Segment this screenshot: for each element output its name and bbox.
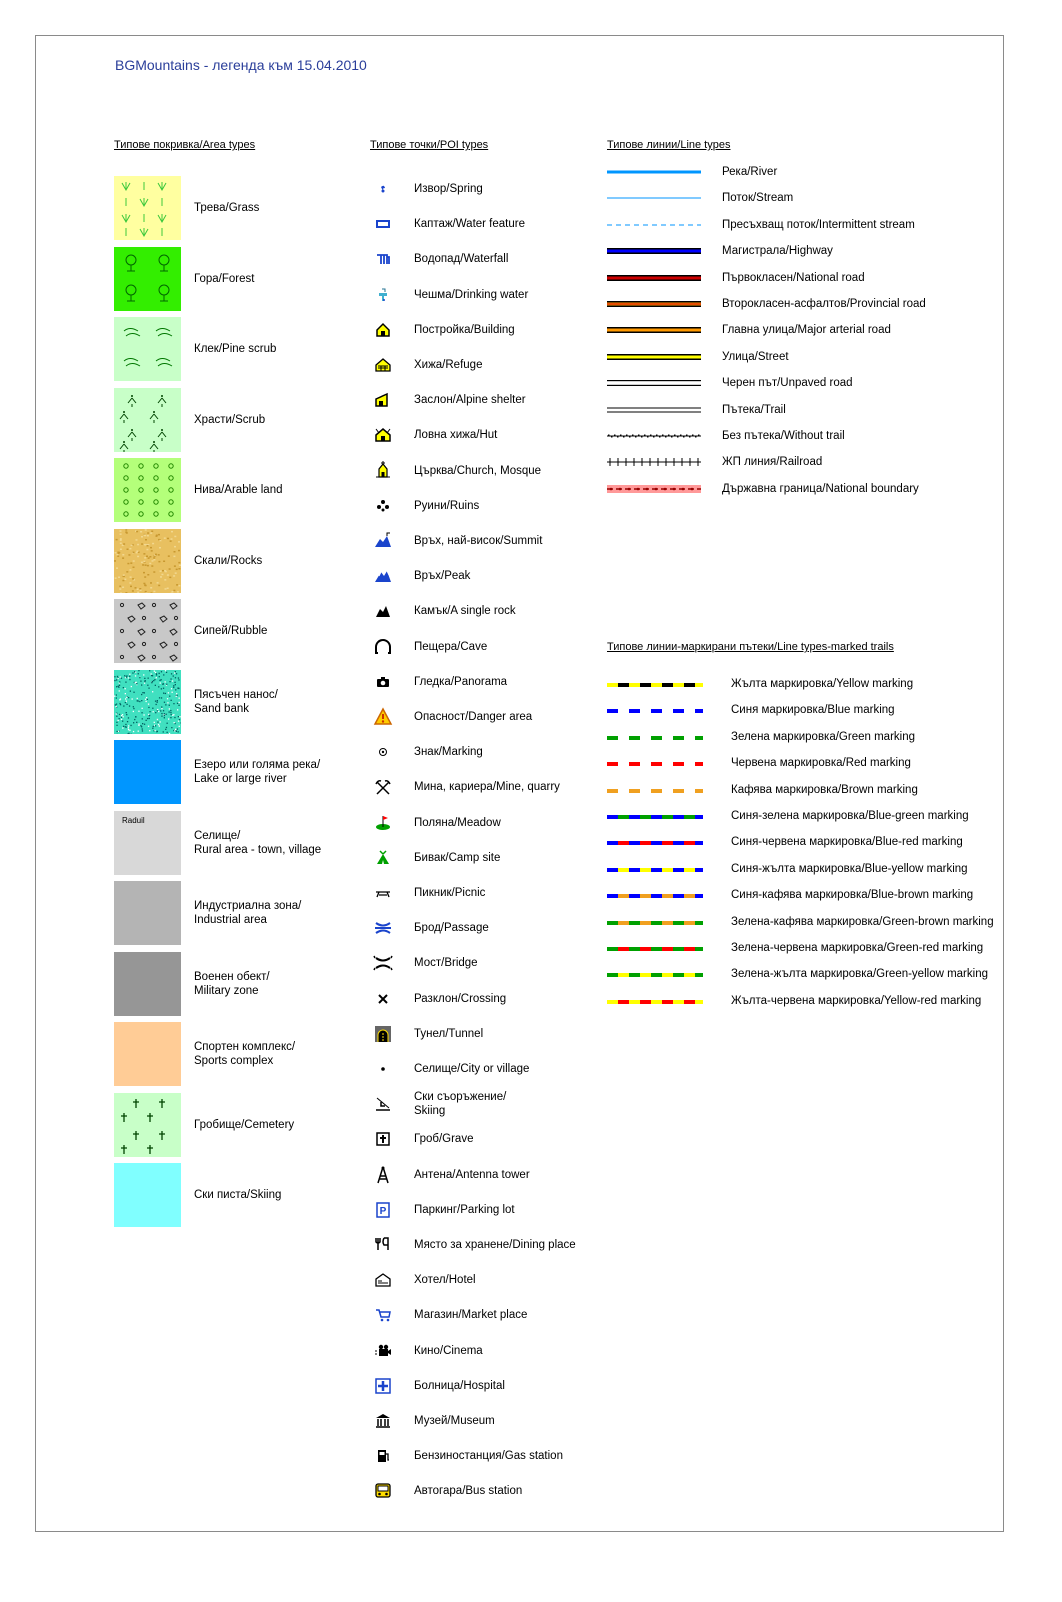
unpaved-road-line-sample [607, 376, 701, 390]
national-road-label: Първокласен/National road [722, 271, 865, 284]
arable-land-swatch [114, 458, 181, 522]
meadow-label [414, 816, 501, 830]
peak-label [414, 569, 470, 583]
trail-marking-sample [607, 812, 703, 822]
major-arterial-road-label: Главна улица/Major arterial road [722, 324, 891, 337]
museum-icon [373, 1411, 393, 1431]
poi-label-line: Тунел/Tunnel [414, 1027, 484, 1040]
poi-label-line: Автогара/Bus station [414, 1485, 523, 1498]
area-label-line: Трева/Grass [194, 202, 260, 214]
cave-icon [373, 637, 393, 657]
crossing-label [414, 992, 506, 1006]
water-feature-icon [373, 214, 393, 234]
intermittent-stream-line-sample [607, 218, 701, 232]
area-label-line: Скали/Rocks [194, 554, 263, 567]
trail-line-sample [607, 403, 701, 417]
national-road-line-sample [607, 271, 701, 285]
stream-line-sample [607, 191, 701, 205]
bus-icon [373, 1481, 393, 1501]
hut-label [414, 428, 497, 442]
camera-icon [373, 672, 393, 692]
skiing-swatch [114, 1163, 181, 1227]
hut-icon [373, 425, 393, 445]
grass-swatch [114, 176, 181, 240]
summit-icon [373, 531, 393, 551]
rubble-label [194, 624, 267, 638]
cave-label [414, 640, 487, 654]
rural-area-label [194, 829, 321, 857]
water-feature-label [414, 217, 525, 231]
tunnel-label [414, 1027, 483, 1041]
unpaved-road-label: Черен път/Unpaved road [722, 377, 853, 390]
camp-icon [373, 848, 393, 868]
grass-label [194, 201, 259, 215]
drinking-water-icon [373, 285, 393, 305]
poi-label-line: Мост/Bridge [414, 957, 478, 970]
street-label: Улица/Street [722, 350, 789, 363]
poi-label-line: Разклон/Crossing [414, 992, 507, 1005]
poi-label-line: Хижа/Refuge [414, 359, 483, 371]
area-label-line: Селище/ [194, 829, 241, 842]
provincial-road-line-sample [607, 297, 701, 311]
major-arterial-road-line-sample [607, 323, 701, 337]
area-label-line: Sports complex [194, 1055, 274, 1067]
area-label-line: Гробище/Cemetery [194, 1118, 295, 1131]
poi-label-line: Чешма/Drinking water [414, 288, 529, 301]
trail-marking-label: Зелена-кафява маркировка/Green-brown marking [731, 915, 994, 928]
picnic-icon [373, 883, 393, 903]
poi-label-line: Църква/Church, Mosque [414, 464, 542, 477]
trail-marking-sample [607, 759, 703, 769]
refuge-label [414, 358, 482, 372]
industrial-area-swatch [114, 881, 181, 945]
poi-label-line: Извор/Spring [414, 183, 483, 195]
trail-marking-label: Жълта-червена маркировка/Yellow-red marking [731, 994, 982, 1007]
poi-label-line: Ловна хижа/Hut [414, 429, 498, 442]
poi-label-line: Пикник/Picnic [414, 887, 486, 899]
rocks-label [194, 554, 262, 568]
line-types-header: Типове линии/Line types [607, 139, 731, 151]
trail-marking-sample [607, 918, 703, 928]
forest-swatch [114, 247, 181, 311]
mine-icon [373, 777, 393, 797]
rubble-swatch [114, 599, 181, 663]
poi-label-line: Паркинг/Parking lot [414, 1203, 515, 1216]
area-label-line: Ски писта/Skiing [194, 1189, 282, 1201]
building-label [414, 323, 515, 337]
poi-label-line: Заслон/Alpine shelter [414, 394, 526, 407]
rock-label [414, 604, 516, 618]
scrub-label [194, 413, 265, 427]
skiing-label [194, 1188, 281, 1202]
area-label-line: Гора/Forest [194, 272, 255, 285]
poi-label-line: Водопад/Waterfall [414, 253, 509, 266]
poi-label-line: Руини/Ruins [414, 499, 480, 512]
page-title: BGMountains - легенда към 15.04.2010 [115, 57, 367, 73]
trail-marking-sample [607, 891, 703, 901]
poi-label-line: Връх/Peak [414, 570, 471, 583]
rural-area-swatch [114, 811, 181, 875]
antenna-label [414, 1168, 530, 1182]
pine-scrub-label [194, 342, 276, 356]
area-label-line: Индустриална зона/ [194, 900, 302, 912]
poi-label-line: Каптаж/Water feature [414, 218, 525, 231]
trail-marking-sample [607, 680, 703, 690]
trail-marking-sample [607, 997, 703, 1007]
trail-marking-sample [607, 786, 703, 796]
trail-marking-label: Синя маркировка/Blue marking [731, 704, 895, 717]
area-label-line: Пясъчен нанос/ [194, 688, 278, 701]
poi-label-line: Пещера/Cave [414, 640, 488, 653]
building-icon [373, 320, 393, 340]
poi-label-line: Ски съоръжение/ [414, 1091, 507, 1104]
trail-marking-label: Зелена-червена маркировка/Green-red marking [731, 942, 984, 954]
dining-label [414, 1238, 576, 1252]
area-label-line: Industrial area [194, 914, 267, 926]
hotel-label [414, 1273, 476, 1287]
bridge-label [414, 956, 478, 970]
bus-label [414, 1484, 522, 1498]
church-label [414, 464, 541, 478]
summit-label [414, 534, 542, 548]
scrub-swatch [114, 388, 181, 452]
drinking-water-label [414, 288, 528, 302]
industrial-area-label [194, 899, 301, 927]
spring-icon [373, 179, 393, 199]
river-line-sample [607, 165, 701, 179]
rocks-swatch [114, 529, 181, 593]
trail-marking-sample [607, 733, 703, 743]
trail-label: Пътека/Trail [722, 403, 786, 416]
highway-label: Магистрала/Highway [722, 245, 833, 258]
grave-icon [373, 1129, 393, 1149]
area-label-line: Спортен комплекс/ [194, 1041, 296, 1053]
poi-label-line: Болница/Hospital [414, 1379, 505, 1392]
trail-marking-label: Кафява маркировка/Brown marking [731, 783, 918, 796]
intermittent-stream-label: Пресъхващ поток/Intermittent stream [722, 218, 915, 231]
city-dot-label [414, 1062, 529, 1076]
poi-label-line: Постройка/Building [414, 323, 515, 336]
poi-label-line: Бензиностанция/Gas station [414, 1450, 563, 1463]
military-zone-label [194, 970, 270, 998]
railroad-label: ЖП линия/Railroad [722, 456, 823, 469]
area-label-line: Нива/Arable land [194, 484, 283, 496]
poi-label-line: Знак/Marking [414, 746, 483, 759]
dining-icon [373, 1235, 393, 1255]
poi-label-line: Брод/Passage [414, 922, 489, 935]
waterfall-icon [373, 249, 393, 269]
poi-label-line: Поляна/Meadow [414, 816, 501, 829]
passage-icon [373, 918, 393, 938]
trail-marking-sample [607, 970, 703, 980]
crossing-icon [373, 989, 393, 1009]
without-trail-label: Без пътека/Without trail [722, 430, 845, 442]
pine-scrub-swatch [114, 317, 181, 381]
trail-marking-label: Синя-жълта маркировка/Blue-yellow marking [731, 862, 968, 875]
poi-label-line: Връх, най-висок/Summit [414, 535, 543, 547]
cinema-icon [373, 1341, 393, 1361]
area-label-line: Military zone [194, 984, 259, 997]
sand-bank-label [194, 688, 278, 716]
parking-label [414, 1203, 515, 1217]
hospital-label [414, 1379, 505, 1393]
railroad-line-sample [607, 455, 701, 469]
parking-icon [373, 1200, 393, 1220]
trail-marking-label: Червена маркировка/Red marking [731, 757, 911, 770]
poi-label-line: Музей/Museum [414, 1415, 495, 1427]
alpine-shelter-label [414, 393, 526, 407]
passage-label [414, 921, 489, 935]
poi-label-line: Опасност/Danger area [414, 711, 533, 723]
tunnel-icon [373, 1024, 393, 1044]
area-label-line: Rural area - town, village [194, 843, 322, 856]
svg-text:P: P [379, 1205, 387, 1217]
hospital-icon [373, 1376, 393, 1396]
cemetery-label [194, 1118, 294, 1132]
marking-icon [373, 742, 393, 762]
sports-complex-swatch [114, 1022, 181, 1086]
rock-icon [373, 601, 393, 621]
trail-marking-label: Зелена-жълта маркировка/Green-yellow marking [731, 968, 988, 981]
poi-types-header: Типове точки/POI types [370, 139, 489, 151]
city-dot-icon [373, 1059, 393, 1079]
without-trail-line-sample [607, 429, 701, 443]
poi-label-line: Мина, кариера/Mine, quarry [414, 781, 560, 794]
marked-trails-header: Типове линии-маркирани пътеки/Line types-marked trails [607, 641, 894, 653]
sand-bank-swatch [114, 670, 181, 734]
poi-label-line: Антена/Antenna tower [414, 1168, 530, 1181]
area-label-line: Lake or large river [194, 773, 287, 785]
area-label-line: Клек/Pine scrub [194, 343, 277, 355]
danger-icon [373, 707, 393, 727]
trail-marking-sample [607, 944, 703, 954]
ruins-label [414, 499, 479, 513]
cinema-label [414, 1344, 483, 1358]
refuge-icon [373, 355, 393, 375]
camera-label [414, 675, 507, 689]
gas-station-icon [373, 1446, 393, 1466]
area-label-line: Храсти/Scrub [194, 413, 266, 426]
poi-label-line: Камък/A single rock [414, 605, 516, 618]
trail-marking-sample [607, 865, 703, 875]
trail-marking-label: Синя-зелена маркировка/Blue-green marking [731, 810, 969, 822]
antenna-icon [373, 1165, 393, 1185]
trail-marking-label: Синя-кафява маркировка/Blue-brown marking [731, 889, 974, 902]
river-label: Река/River [722, 166, 778, 178]
lake-swatch [114, 740, 181, 804]
gas-station-label [414, 1449, 563, 1463]
national-boundary-line-sample [607, 482, 701, 496]
highway-line-sample [607, 244, 701, 258]
forest-label [194, 272, 254, 286]
poi-label-line: Селище/City or village [414, 1063, 530, 1075]
mine-label [414, 780, 560, 794]
area-label-line: Военен обект/ [194, 970, 270, 983]
poi-label-line: Гледка/Panorama [414, 675, 508, 688]
provincial-road-label: Второкласен-асфалтов/Provincial road [722, 298, 926, 310]
grave-label [414, 1132, 473, 1146]
military-zone-swatch [114, 952, 181, 1016]
ski-lift-icon [373, 1094, 393, 1114]
rural-area-sample-label: Raduil [122, 815, 145, 825]
poi-label-line: Място за хранене/Dining place [414, 1239, 576, 1251]
stream-label: Поток/Stream [722, 192, 794, 205]
waterfall-label [414, 252, 508, 266]
danger-label [414, 710, 532, 724]
poi-label-line: Бивак/Camp site [414, 851, 501, 864]
cemetery-swatch [114, 1093, 181, 1157]
area-types-header: Типове покривка/Area types [114, 139, 256, 151]
trail-marking-label: Зелена маркировка/Green marking [731, 730, 915, 743]
alpine-shelter-icon [373, 390, 393, 410]
ruins-icon [373, 496, 393, 516]
poi-label-line: Хотел/Hotel [414, 1274, 476, 1287]
poi-label-line: Кино/Cinema [414, 1344, 483, 1357]
market-label [414, 1308, 527, 1322]
church-icon [373, 461, 393, 481]
poi-label-line: Магазин/Market place [414, 1309, 528, 1322]
area-label-line: Sand bank [194, 702, 249, 715]
arable-land-label [194, 483, 282, 497]
national-boundary-label: Държавна граница/National boundary [722, 482, 919, 495]
trail-marking-label: Синя-червена маркировка/Blue-red marking [731, 836, 963, 849]
trail-marking-sample [607, 706, 703, 716]
museum-label [414, 1414, 495, 1428]
hotel-icon [373, 1270, 393, 1290]
poi-label-line: Гроб/Grave [414, 1133, 474, 1146]
trail-marking-label: Жълта маркировка/Yellow marking [731, 678, 914, 690]
spring-label [414, 182, 483, 196]
peak-icon [373, 566, 393, 586]
ski-lift-label [414, 1090, 506, 1118]
trail-marking-sample [607, 838, 703, 848]
bridge-icon [373, 953, 393, 973]
poi-label-line: Skiing [414, 1105, 446, 1118]
picnic-label [414, 886, 485, 900]
area-label-line: Сипей/Rubble [194, 625, 268, 637]
meadow-icon [373, 813, 393, 833]
camp-label [414, 851, 500, 865]
area-label-line: Езеро или голяма река/ [194, 759, 321, 771]
lake-label [194, 758, 320, 786]
sports-complex-label [194, 1040, 295, 1068]
market-icon [373, 1305, 393, 1325]
street-line-sample [607, 350, 701, 364]
marking-label [414, 745, 483, 759]
